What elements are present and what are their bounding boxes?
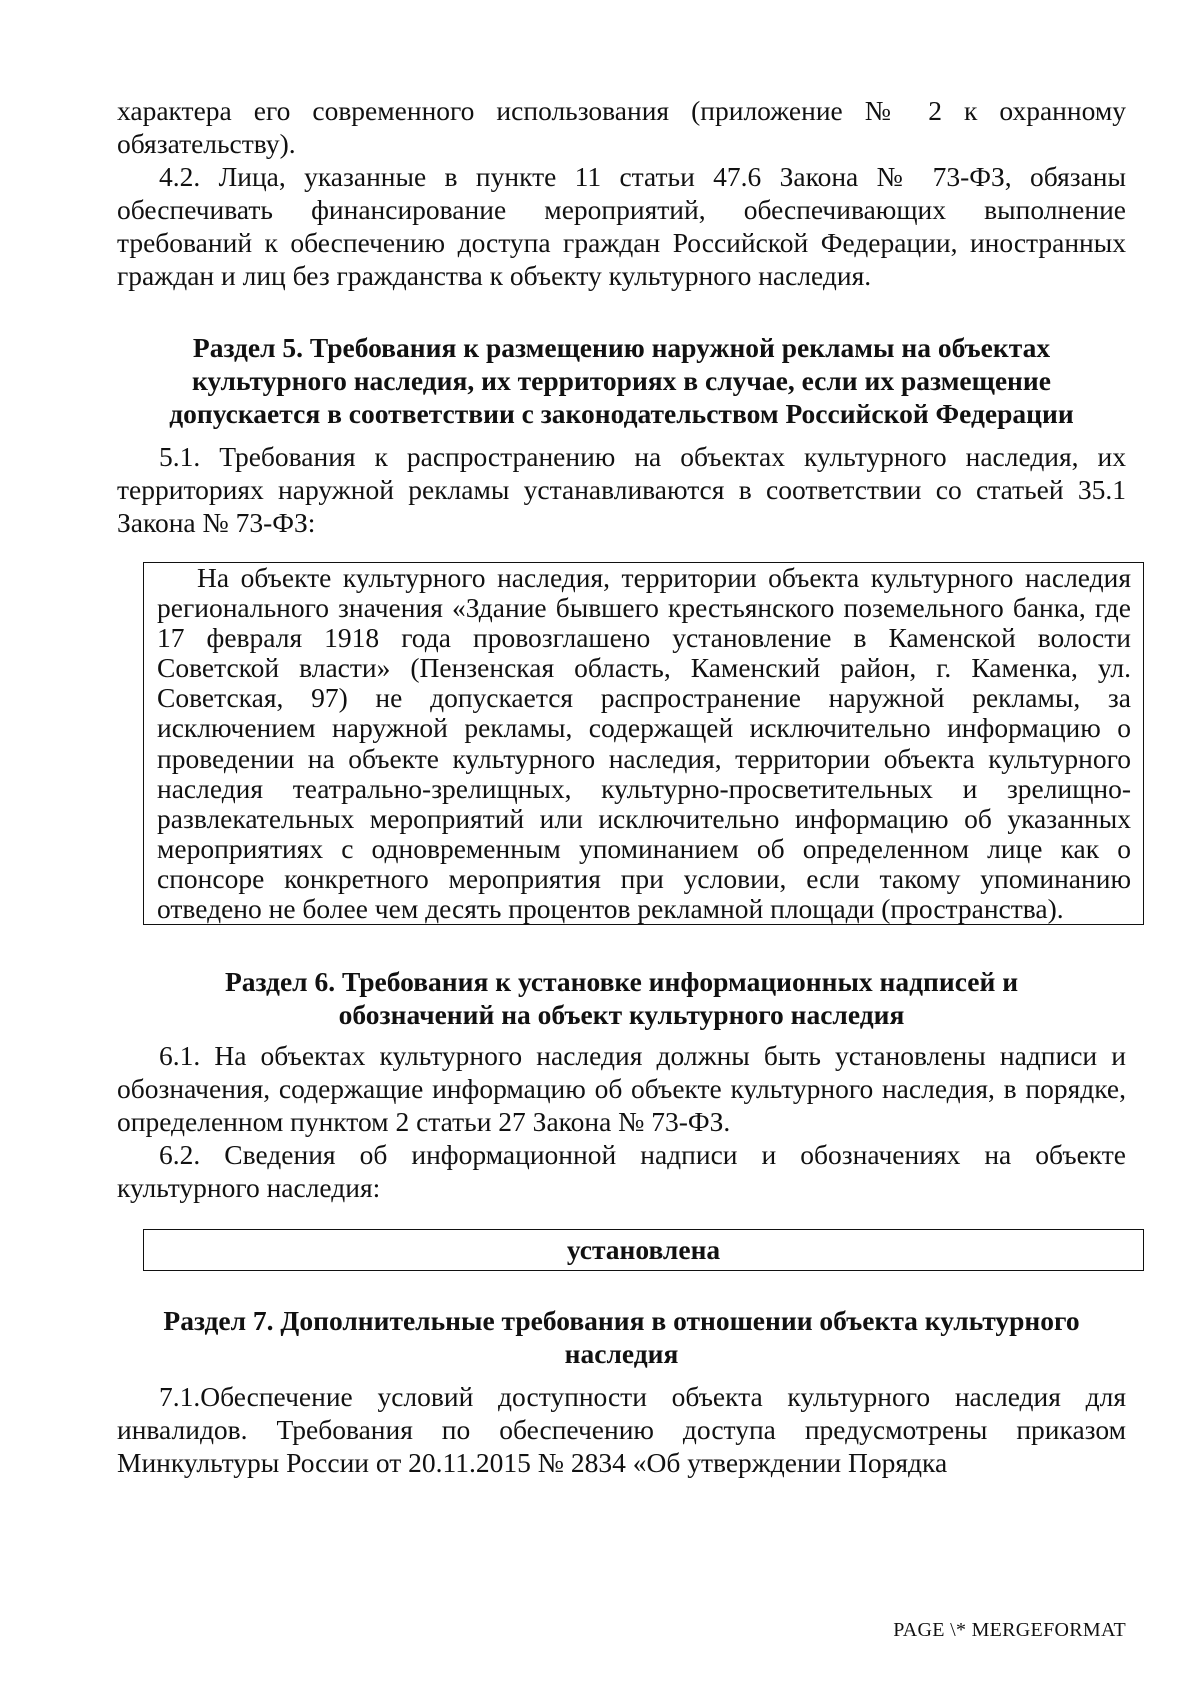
inscription-status-text: установлена	[566, 1234, 721, 1266]
paragraph-continuation: характера его современного использования (приложение № 2 к охранному обязательству).	[117, 95, 1126, 159]
section-7-heading: Раздел 7. Дополнительные требования в отношении объекта культурного наследия	[163, 1305, 1080, 1370]
paragraph-4-2: 4.2. Лица, указанные в пункте 11 статьи 47.6 Закона № 73-ФЗ, обязаны обеспечивать финансирование мероприятий, обеспечивающих выполнение требований к обеспечению доступа граждан Российской Федерации, иностранных граждан и лиц без гражданства к объекту культурного наследия.	[117, 161, 1126, 291]
section-6-heading: Раздел 6. Требования к установке информационных надписей и обозначений на объект культурного наследия	[224, 966, 1019, 1031]
paragraph-6-1: 6.1. На объектах культурного наследия должны быть установлены надписи и обозначения, содержащие информацию об объекте культурного наследия, в порядке, определенном пунктом 2 статьи 27 Закона № 73-ФЗ.	[117, 1040, 1126, 1138]
document-page	[117, 94, 1131, 1479]
paragraph-5-1: 5.1. Требования к распространению на объектах культурного наследия, их территориях наружной рекламы устанавливаются в соответствии со статьей 35.1 Закона № 73-ФЗ:	[117, 441, 1126, 538]
advertising-requirements-box	[143, 562, 1144, 925]
advertising-requirements-text: На объекте культурного наследия, территории объекта культурного наследия регионального значения «Здание бывшего крестьянского поземельного банка, где 17 февраля 1918 года провозглашено установление в Каменской волости Советской власти» (Пензенская область, Каменский район, г. Каменка, ул. Советская, 97) не допускается распространение наружной рекламы, за исключением наружной рекламы, содержащей исключительно информацию о проведении на объекте культурного наследия, территории объекта культурного наследия театрально-зрелищных, культурно-просветительных и зрелищно-развлекательных мероприятий или исключительно информацию об указанных мероприятиях с одновременным упоминанием об определенном лице как о спонсоре конкретного мероприятия при условии, если такому упоминанию отведено не более чем десять процентов рекламной площади (пространства).	[157, 562, 1131, 925]
section-5-heading: Раздел 5. Требования к размещению наружной рекламы на объектах культурного наследия, их территориях в случае, если их размещение допускается в соответствии с законодательством Российской Федерации	[169, 332, 1074, 429]
paragraph-7-1: 7.1.Обеспечение условий доступности объекта культурного наследия для инвалидов. Требования по обеспечению доступа предусмотрены приказом Минкультуры России от 20.11.2015 № 2834 «Об утверждении Порядка	[117, 1381, 1126, 1479]
inscription-status-box	[143, 1229, 1144, 1271]
page-footer-field: PAGE \* MERGEFORMAT	[893, 1619, 1126, 1641]
paragraph-6-2: 6.2. Сведения об информационной надписи и обозначениях на объекте культурного наследия:	[117, 1139, 1126, 1204]
